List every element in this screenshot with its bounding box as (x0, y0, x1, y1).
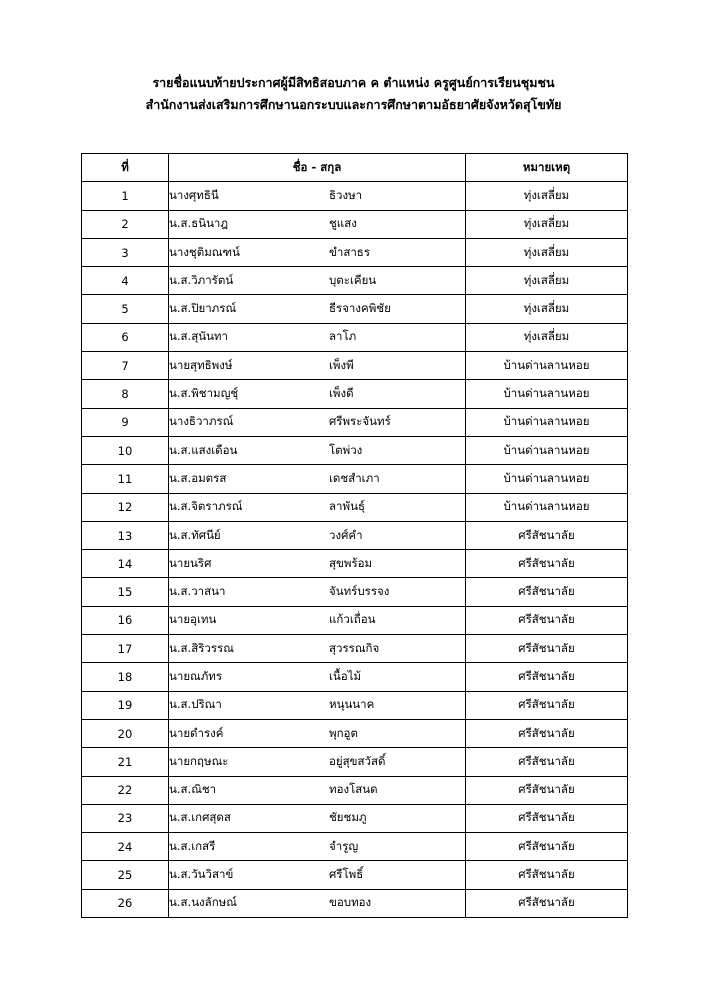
row-name-cell (169, 748, 466, 776)
first-name: นางธิวาภรณ์ (169, 414, 234, 429)
last-name: สุวรรณกิจ (329, 640, 380, 655)
row-note: ศรีสัชนาลัย (466, 748, 628, 776)
row-number: 2 (82, 210, 169, 238)
first-name: น.ส.ปิยาภรณ์ (169, 301, 237, 316)
row-number: 21 (82, 748, 169, 776)
row-number: 19 (82, 691, 169, 719)
row-note: ศรีสัชนาลัย (466, 719, 628, 747)
first-name: นางชุติมณฑน์ (169, 244, 240, 259)
row-name-cell (169, 465, 466, 493)
table-row (82, 436, 628, 464)
row-number: 13 (82, 521, 169, 549)
row-number: 10 (82, 436, 169, 464)
table-row (82, 889, 628, 917)
row-name-cell (169, 182, 466, 210)
row-note: ทุ่งเสลี่ยม (466, 267, 628, 295)
row-number: 15 (82, 578, 169, 606)
row-name-cell (169, 776, 466, 804)
row-note: ศรีสัชนาลัย (466, 833, 628, 861)
table-row (82, 380, 628, 408)
row-name-cell (169, 238, 466, 266)
first-name: นางศุทธินี (169, 187, 219, 202)
table-row (82, 465, 628, 493)
row-number: 26 (82, 889, 169, 917)
row-name-cell (169, 267, 466, 295)
row-name-cell (169, 323, 466, 351)
row-number: 17 (82, 635, 169, 663)
row-note: ทุ่งเสลี่ยม (466, 323, 628, 351)
last-name: แก้วเถื่อน (329, 612, 376, 627)
row-name-cell (169, 663, 466, 691)
last-name: วงศ์คำ (329, 527, 363, 542)
row-name-cell (169, 861, 466, 889)
row-number: 11 (82, 465, 169, 493)
row-name-cell (169, 521, 466, 549)
table-row (82, 663, 628, 691)
row-note: บ้านด่านลานหอย (466, 436, 628, 464)
row-note: บ้านด่านลานหอย (466, 380, 628, 408)
first-name: นายสุทธิพงษ์ (169, 357, 233, 372)
first-name: น.ส.วิภารัตน์ (169, 272, 234, 287)
first-name: นายณภัทร (169, 668, 223, 683)
last-name: ชูแสง (329, 216, 357, 231)
table-row (82, 521, 628, 549)
row-number: 23 (82, 804, 169, 832)
row-name-cell (169, 578, 466, 606)
row-note: ศรีสัชนาลัย (466, 861, 628, 889)
table-row (82, 295, 628, 323)
last-name: ขอบทอง (329, 895, 372, 910)
first-name: น.ส.สุนันทา (169, 329, 228, 344)
row-number: 5 (82, 295, 169, 323)
row-name-cell (169, 635, 466, 663)
table-row (82, 691, 628, 719)
first-name: นายกฤษณะ (169, 753, 229, 768)
last-name: ศรีพระจันทร์ (329, 414, 391, 429)
table-row (82, 861, 628, 889)
row-number: 20 (82, 719, 169, 747)
row-name-cell (169, 889, 466, 917)
first-name: นายดำรงค์ (169, 725, 224, 740)
table-row (82, 210, 628, 238)
first-name: น.ส.พิชามญชุ์ (169, 386, 239, 401)
last-name: อยู่สุขสวัสดิ์ (329, 753, 386, 768)
row-note: ศรีสัชนาลัย (466, 635, 628, 663)
table-row (82, 267, 628, 295)
row-name-cell (169, 408, 466, 436)
first-name: นายอุเทน (169, 612, 217, 627)
row-number: 3 (82, 238, 169, 266)
table-row (82, 635, 628, 663)
row-name-cell (169, 719, 466, 747)
header-name: ชื่อ - สกุล (169, 154, 466, 182)
first-name: น.ส.วาสนา (169, 584, 226, 599)
table-row (82, 719, 628, 747)
row-name-cell (169, 550, 466, 578)
last-name: ทองโสนด (329, 782, 378, 797)
table-row (82, 352, 628, 380)
header-subtitle: สำนักงานส่งเสริมการศึกษานอกระบบและการศึกษาตามอัธยาศัยจังหวัดสุโขทัย (145, 97, 562, 112)
first-name: น.ส.วันวิสาข์ (169, 867, 234, 882)
last-name: จันทร์บรรจง (329, 584, 390, 599)
table-body (82, 182, 628, 918)
last-name: ธิวงษา (329, 187, 363, 202)
row-number: 24 (82, 833, 169, 861)
table-row (82, 182, 628, 210)
row-number: 18 (82, 663, 169, 691)
row-name-cell (169, 493, 466, 521)
row-number: 6 (82, 323, 169, 351)
last-name: ลาพันธุ์ (329, 499, 365, 514)
first-name: นายนริศ (169, 555, 212, 570)
row-number: 7 (82, 352, 169, 380)
last-name: เพ็งดี (329, 386, 354, 401)
row-number: 12 (82, 493, 169, 521)
row-name-cell (169, 210, 466, 238)
last-name: โตพ่วง (329, 442, 363, 457)
row-name-cell (169, 380, 466, 408)
row-note: บ้านด่านลานหอย (466, 352, 628, 380)
table-row (82, 606, 628, 634)
first-name: น.ส.ปริณา (169, 697, 222, 712)
row-note: ศรีสัชนาลัย (466, 521, 628, 549)
table-row (82, 776, 628, 804)
last-name: ลาโภ (329, 329, 357, 344)
row-name-cell (169, 804, 466, 832)
row-note: ทุ่งเสลี่ยม (466, 210, 628, 238)
table-row (82, 408, 628, 436)
table-row (82, 493, 628, 521)
table-row (82, 323, 628, 351)
row-number: 22 (82, 776, 169, 804)
row-note: ศรีสัชนาลัย (466, 663, 628, 691)
row-name-cell (169, 352, 466, 380)
last-name: จำรูญ (329, 838, 359, 853)
row-number: 14 (82, 550, 169, 578)
row-number: 1 (82, 182, 169, 210)
row-note: ศรีสัชนาลัย (466, 578, 628, 606)
row-number: 16 (82, 606, 169, 634)
last-name: ขำสาธร (329, 244, 370, 259)
row-name-cell (169, 436, 466, 464)
document-header (0, 72, 707, 116)
row-number: 9 (82, 408, 169, 436)
row-number: 8 (82, 380, 169, 408)
first-name: น.ส.นงลักษณ์ (169, 895, 237, 910)
row-note: ทุ่งเสลี่ยม (466, 238, 628, 266)
last-name: หนุนนาค (329, 697, 375, 712)
table-row (82, 238, 628, 266)
row-note: ทุ่งเสลี่ยม (466, 182, 628, 210)
last-name: พุกอูต (329, 725, 358, 740)
row-note: บ้านด่านลานหอย (466, 408, 628, 436)
row-number: 25 (82, 861, 169, 889)
first-name: น.ส.แสงเดือน (169, 442, 238, 457)
row-note: ทุ่งเสลี่ยม (466, 295, 628, 323)
row-name-cell (169, 295, 466, 323)
last-name: เนื้อไม้ (329, 668, 362, 683)
last-name: สุขพร้อม (329, 555, 373, 570)
last-name: เพ็งพี (329, 357, 354, 372)
first-name: น.ส.จิตราภรณ์ (169, 499, 243, 514)
row-number: 4 (82, 267, 169, 295)
last-name: ชัยชมภู (329, 810, 367, 825)
row-note: ศรีสัชนาลัย (466, 804, 628, 832)
first-name: น.ส.อมตรส (169, 470, 227, 485)
row-note: บ้านด่านลานหอย (466, 465, 628, 493)
header-note: หมายเหตุ (466, 154, 628, 182)
row-note: ศรีสัชนาลัย (466, 550, 628, 578)
first-name: น.ส.เกสรี (169, 838, 216, 853)
row-note: ศรีสัชนาลัย (466, 889, 628, 917)
table-row (82, 550, 628, 578)
last-name: เดชสำเภา (329, 470, 380, 485)
table-row (82, 748, 628, 776)
first-name: น.ส.สิริวรรณ (169, 640, 234, 655)
table-row (82, 578, 628, 606)
row-note: ศรีสัชนาลัย (466, 776, 628, 804)
row-name-cell (169, 833, 466, 861)
candidate-table (81, 153, 628, 918)
first-name: น.ส.ทัศนีย์ (169, 527, 221, 542)
row-name-cell (169, 691, 466, 719)
row-note: ศรีสัชนาลัย (466, 691, 628, 719)
header-number: ที่ (82, 154, 169, 182)
last-name: บุตะเคียน (329, 272, 377, 287)
row-note: บ้านด่านลานหอย (466, 493, 628, 521)
header-title: รายชื่อแนบท้ายประกาศผู้มีสิทธิสอบภาค ค ตำแหน่ง ครูศูนย์การเรียนชุมชน (152, 75, 555, 90)
table-header-row (82, 154, 628, 182)
first-name: น.ส.เกศสุดส (169, 810, 231, 825)
row-name-cell (169, 606, 466, 634)
table-row (82, 833, 628, 861)
last-name: ธีรจางคพิชัย (329, 301, 391, 316)
row-note: ศรีสัชนาลัย (466, 606, 628, 634)
first-name: น.ส.ธนินาฎ (169, 216, 229, 231)
table-row (82, 804, 628, 832)
last-name: ศรีโพธิ์ (329, 867, 364, 882)
first-name: น.ส.ณิชา (169, 782, 217, 797)
